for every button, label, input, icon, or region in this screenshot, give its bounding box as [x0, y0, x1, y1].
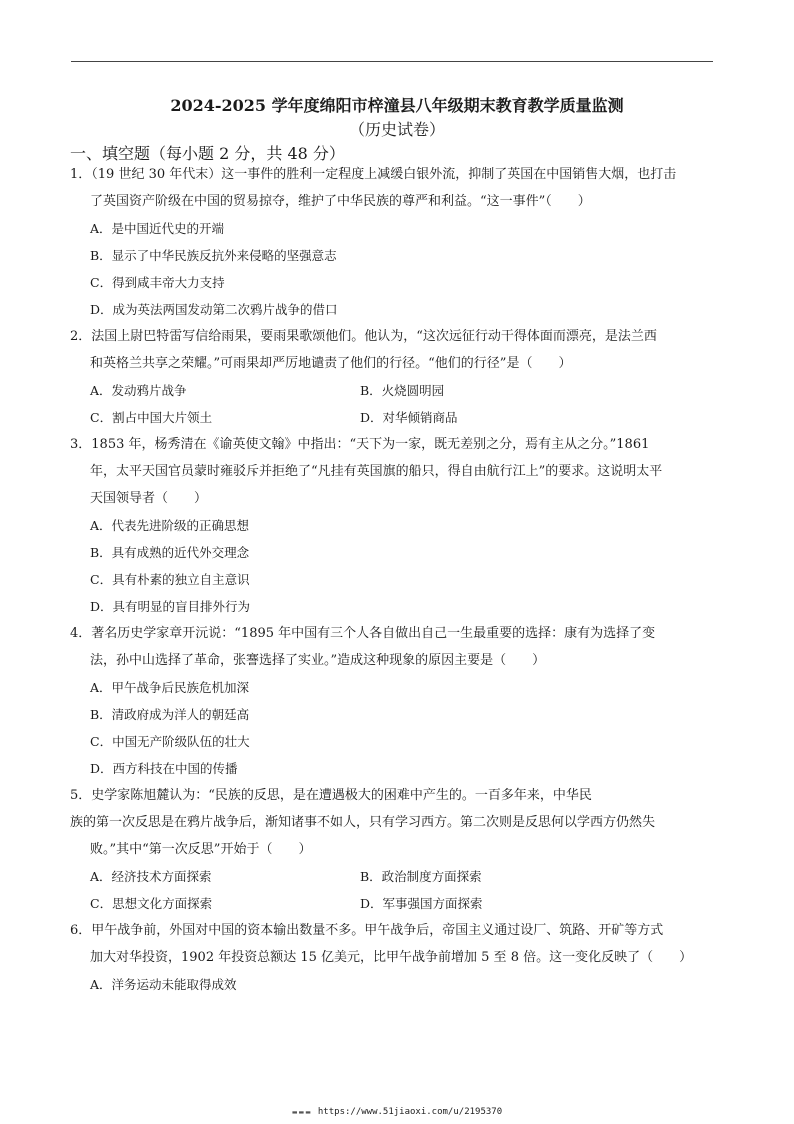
question-1-option-a: A．是中国近代史的开端 [90, 221, 225, 236]
page-footer [0, 1106, 794, 1119]
question-5-option-c: C．思想文化方面探索 [90, 896, 213, 911]
question-3-line-2: 年，太平天国官员蒙时雍驳斥并拒绝了“凡挂有英国旗的船只，得自由航行江上”的要求。这说明太平 [90, 464, 663, 479]
question-3-option-d: D．具有明显的盲目排外行为 [90, 599, 251, 614]
question-5-line-3: 败。”其中“第一次反思”开始于（ ） [90, 842, 312, 857]
question-3-option-a: A．代表先进阶级的正确思想 [90, 518, 250, 533]
section-heading: 一、填空题（每小题 2 分，共 48 分） [70, 144, 345, 163]
question-2-line-2: 和英格兰共享之荣耀。”可雨果却严厉地谴责了他们的行径。“他们的行径”是（ ） [90, 356, 572, 371]
question-1-option-b: B．显示了中华民族反抗外来侵略的坚强意志 [90, 248, 337, 263]
question-1-line-1: 1．（19 世纪 30 年代末）这一事件的胜利一定程度上减缓白银外流，抑制了英国在中国销售大烟，也打击 [70, 167, 677, 182]
question-2-option-b: B．火烧圆明园 [360, 383, 445, 398]
question-3-line-1: 3．1853 年，杨秀清在《谕英使文翰》中指出：“天下为一家，既无差别之分，焉有主从之分。”1861 [70, 437, 650, 452]
question-1-option-d: D．成为英法两国发动第二次鸦片战争的借口 [90, 302, 338, 317]
question-1-line-2: 了英国资产阶级在中国的贸易掠夺，维护了中华民族的尊严和利益。“这一事件”（ ） [90, 194, 591, 209]
question-2-option-a: A．发动鸦片战争 [90, 383, 187, 398]
question-5-option-d: D．军事强国方面探索 [360, 896, 483, 911]
footer-logo-mark: ▬▬▬ [291, 1109, 312, 1116]
header-rule [71, 61, 713, 62]
question-6-line-2: 加大对华投资，1902 年投资总额达 15 亿美元，比甲午战争前增加 5 至 8 倍。这一变化反映了（ ） [90, 950, 693, 965]
question-5-line-1: 5．史学家陈旭麓认为：“民族的反思，是在遭遇极大的困难中产生的。一百多年来，中华民 [70, 788, 592, 803]
question-4-option-a: A．甲午战争后民族危机加深 [90, 680, 250, 695]
question-4-option-b: B．清政府成为洋人的朝廷高 [90, 707, 250, 722]
page-title: 2024-2025 学年度绵阳市梓潼县八年级期末教育教学质量监测 [170, 96, 624, 115]
page-subtitle: （历史试卷） [348, 120, 445, 139]
question-3-line-3: 天国领导者（ ） [90, 491, 208, 506]
question-5-option-a: A．经济技术方面探索 [90, 869, 212, 884]
question-3-option-c: C．具有朴素的独立自主意识 [90, 572, 250, 587]
question-6-line-1: 6．甲午战争前，外国对中国的资本输出数量不多。甲午战争后，帝国主义通过设厂、筑路、开矿等方式 [70, 923, 664, 938]
question-2-option-d: D．对华倾销商品 [360, 410, 458, 425]
question-4-line-1: 4．著名历史学家章开沅说：“1895 年中国有三个人各自做出自己一生最重要的选择：康有为选择了变 [70, 626, 656, 641]
question-3-option-b: B．具有成熟的近代外交理念 [90, 545, 250, 560]
question-2-line-1: 2．法国上尉巴特雷写信给雨果，要雨果歌颂他们。他认为，“这次远征行动干得体面而漂亮，是法兰西 [70, 329, 657, 344]
question-4-option-c: C．中国无产阶级队伍的壮大 [90, 734, 250, 749]
question-4-option-d: D．西方科技在中国的传播 [90, 761, 238, 776]
footer-url-link[interactable]: https://www.51jiaoxi.com/u/2195370 [317, 1107, 503, 1117]
question-6-option-a: A．洋务运动未能取得成效 [90, 977, 237, 992]
question-1-option-c: C．得到咸丰帝大力支持 [90, 275, 225, 290]
question-5-option-b: B．政治制度方面探索 [360, 869, 482, 884]
question-5-line-2: 族的第一次反思是在鸦片战争后，渐知诸事不如人，只有学习西方。第二次则是反思何以学西方仍然失 [70, 815, 656, 830]
question-2-option-c: C．割占中国大片领土 [90, 410, 213, 425]
question-4-line-2: 法，孙中山选择了革命，张謇选择了实业。”造成这种现象的原因主要是（ ） [90, 653, 546, 668]
